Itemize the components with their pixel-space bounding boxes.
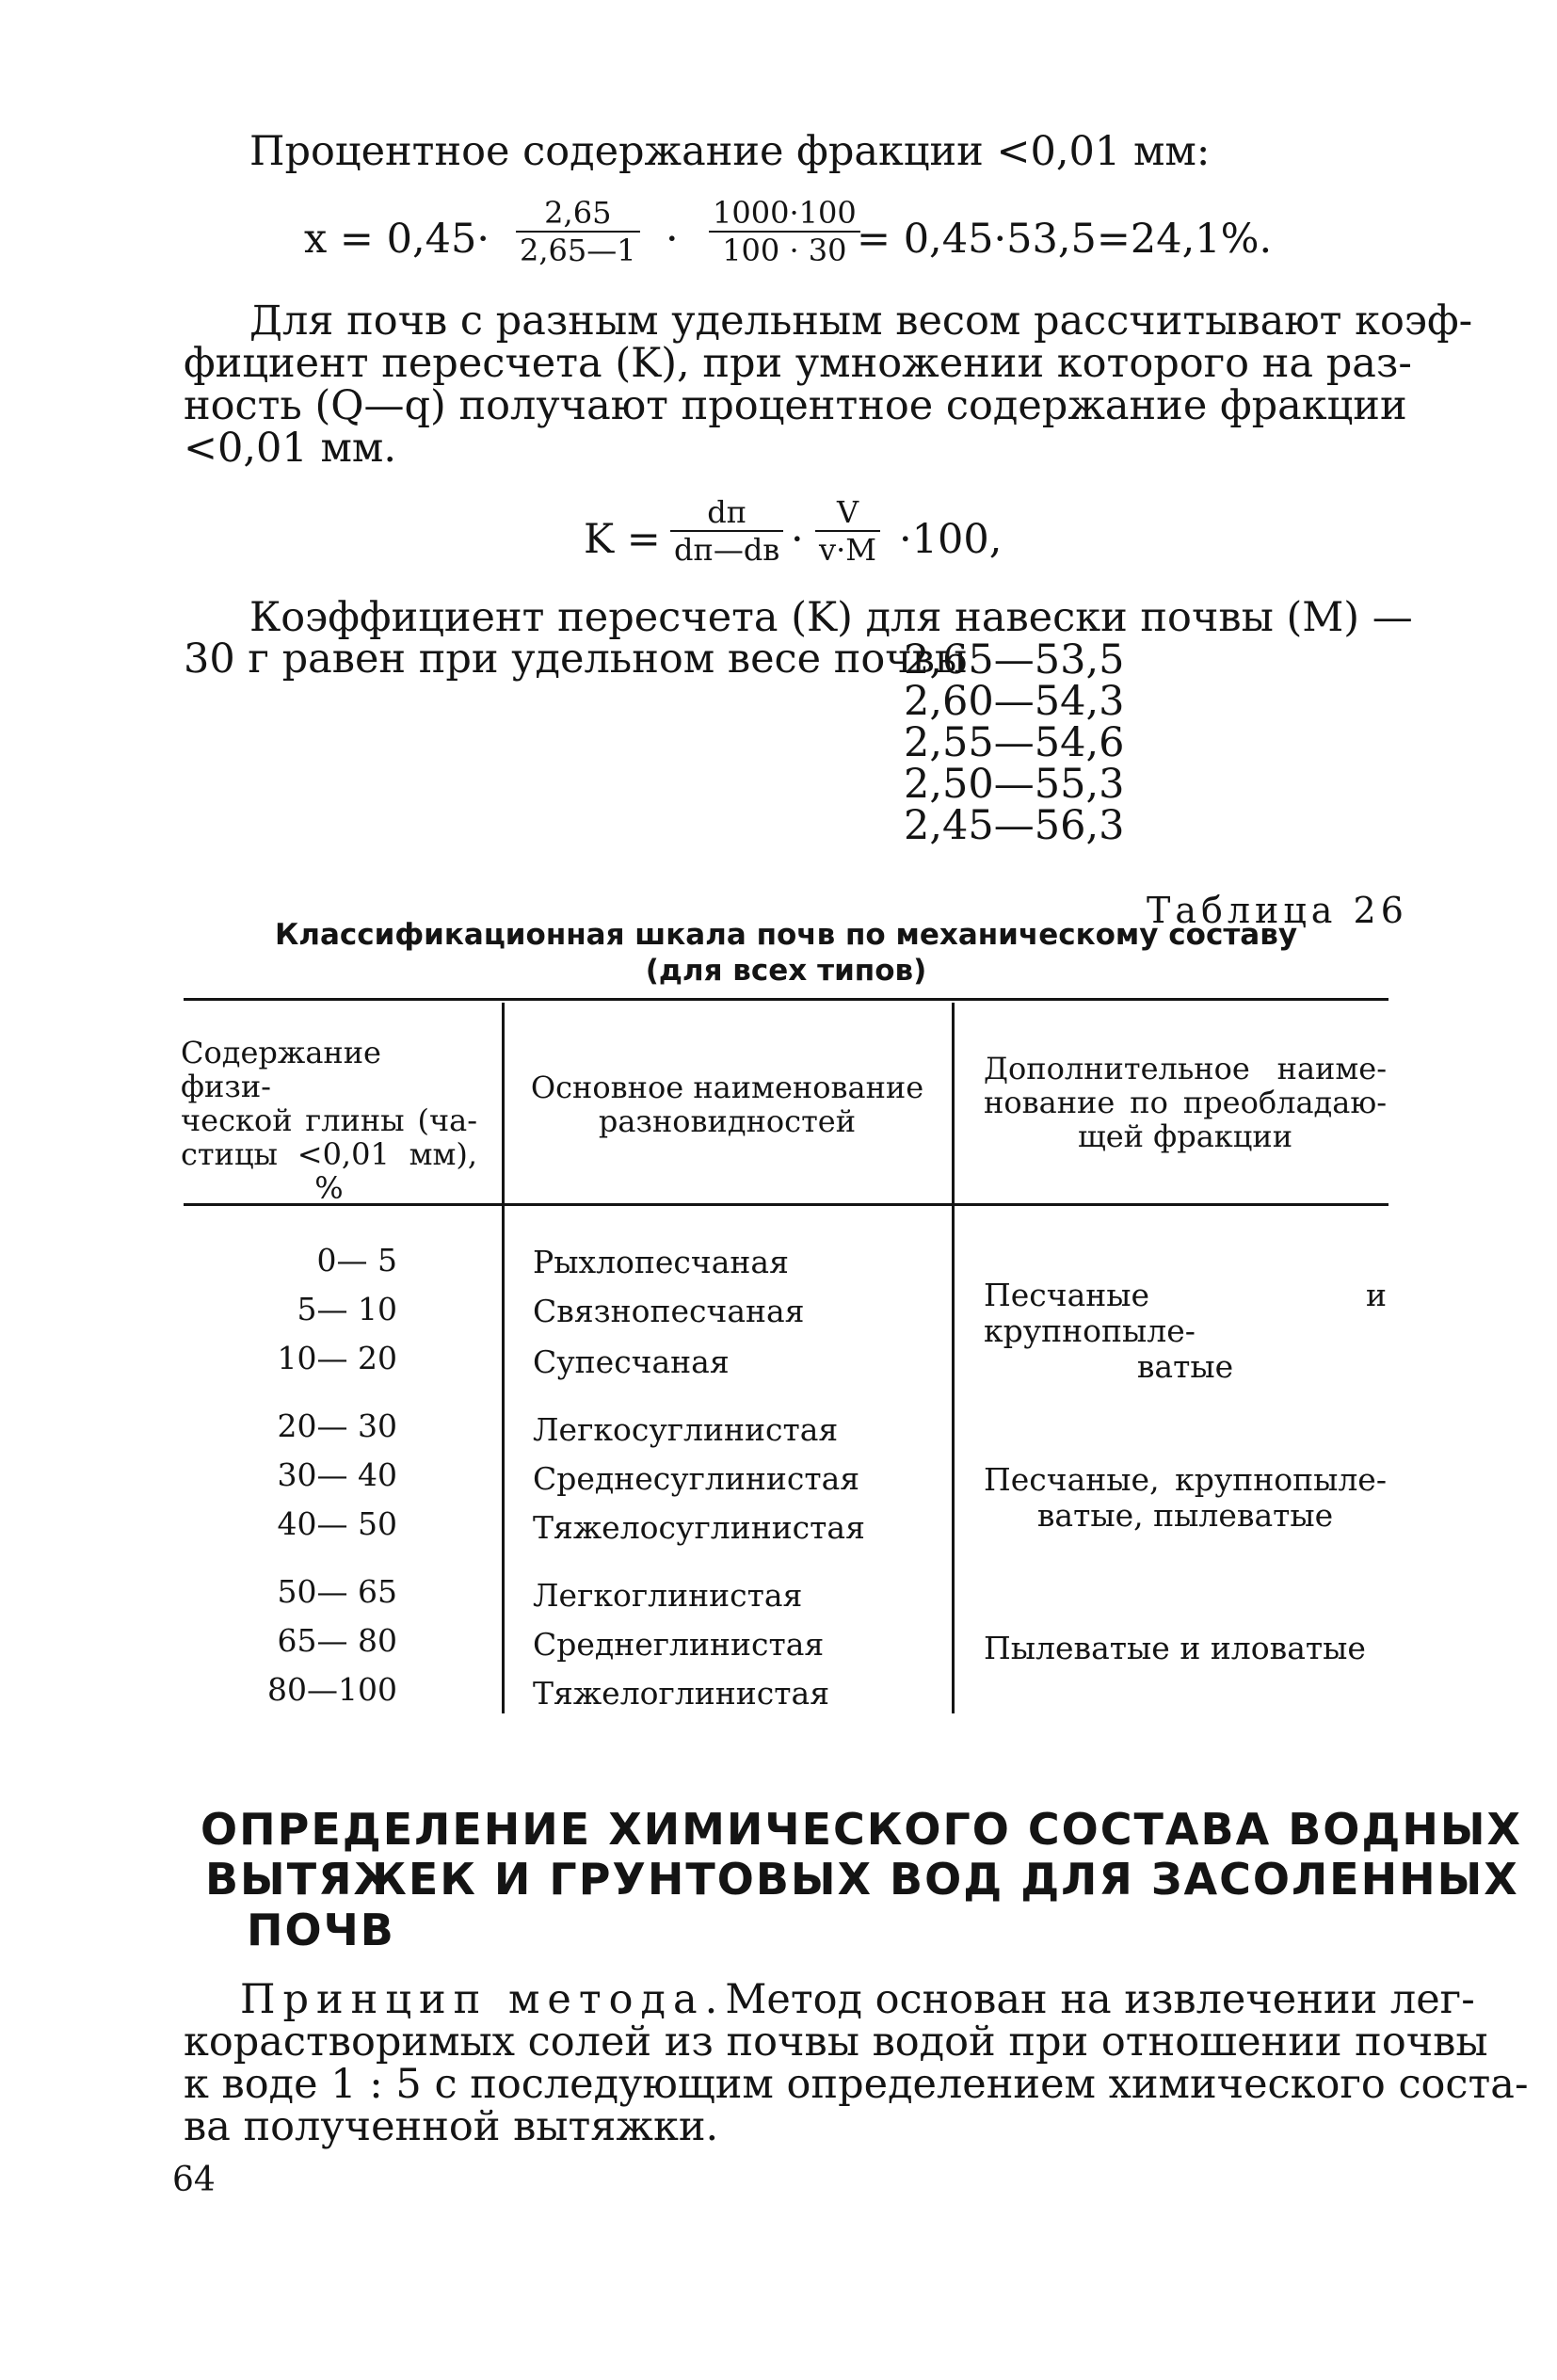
header-line: стицы <0,01 мм),	[181, 1136, 477, 1172]
name-cell: Легкоглинистая	[533, 1577, 803, 1614]
extra-line: ватые, пылеватые	[1036, 1497, 1334, 1534]
principle-line-1-rest: Метод основан на извлечении лег-	[725, 1976, 1475, 2023]
section-title-line: ВЫТЯЖЕК И ГРУНТОВЫХ ВОД ДЛЯ ЗАСОЛЕННЫХ	[205, 1854, 1519, 1905]
name-cell: Среднесуглинистая	[533, 1460, 860, 1497]
paragraph-1-line: ность (Q—q) получают процентное содержание фракции	[184, 382, 1407, 429]
extra-line: Песчаные, крупнопыле-	[984, 1461, 1387, 1498]
range-cell: 10— 20	[277, 1340, 397, 1376]
formula-1-result: = 0,45·53,5=24,1%.	[857, 216, 1273, 263]
range-cell: 5— 10	[297, 1291, 397, 1327]
name-cell: Тяжелоглинистая	[533, 1675, 830, 1712]
paragraph-1-line: <0,01 мм.	[184, 425, 397, 472]
header-line: нование по преобладаю-	[984, 1085, 1387, 1120]
section-title-line: ОПРЕДЕЛЕНИЕ ХИМИЧЕСКОГО СОСТАВА ВОДНЫХ	[201, 1804, 1522, 1855]
coef-value: 2,65—53,5	[904, 636, 1125, 683]
range-cell: 80—100	[267, 1671, 397, 1708]
name-cell: Связнопесчаная	[533, 1293, 805, 1329]
formula-2-lhs: K =	[584, 516, 661, 563]
formula-2-fraction-1	[670, 494, 783, 568]
coef-line-2: 30 г равен при удельном весе почвы	[184, 635, 968, 683]
table-top-rule	[184, 998, 1388, 1001]
table-header-3	[984, 1052, 1387, 1153]
coef-values	[904, 636, 1125, 849]
formula-2-fraction-2	[815, 494, 880, 568]
extra-line: Песчаные и крупнопыле-	[984, 1277, 1387, 1349]
formula-2-frac2-den: v·M	[819, 532, 877, 568]
principle-line: корастворимых солей из почвы водой при отношении почвы	[184, 2018, 1488, 2066]
formula-2-frac2-num: V	[836, 494, 859, 530]
formula-1-frac2-den: 100 · 30	[722, 233, 847, 268]
formula-2-frac1-num: dп	[707, 494, 747, 530]
range-cell: 30— 40	[277, 1456, 397, 1493]
table-caption-line-2: (для всех типов)	[645, 954, 927, 988]
formula-1-frac2-num: 1000·100	[713, 195, 857, 231]
principle-line-1	[240, 1976, 1475, 2023]
coef-value: 2,50—55,3	[904, 761, 1125, 808]
range-cell: 50— 65	[277, 1573, 397, 1610]
page-number: 64	[172, 2161, 216, 2199]
intro-line: Процентное содержание фракции <0,01 мм:	[249, 128, 1211, 175]
formula-1-frac1-den: 2,65—1	[520, 233, 636, 268]
name-cell: Среднеглинистая	[533, 1626, 825, 1663]
table-label: Таблица 26	[1147, 890, 1408, 931]
range-cell: 65— 80	[277, 1622, 397, 1659]
name-cell: Супесчаная	[533, 1343, 730, 1380]
header-line: ческой глины (ча-	[181, 1102, 477, 1138]
range-cell: 40— 50	[277, 1505, 397, 1542]
column-divider	[952, 1003, 955, 1713]
formula-1-fraction-1	[516, 195, 640, 268]
formula-1-fraction-2	[709, 195, 860, 268]
name-cell: Тяжелосуглинистая	[533, 1509, 865, 1546]
table-caption-line-1: Классификационная шкала почв по механическому составу	[274, 918, 1298, 952]
extra-cell-3	[984, 1631, 1387, 1666]
coef-line-1: Коэффициент пересчета (K) для навески почвы (M) —	[249, 594, 1413, 641]
header-line: щей фракции	[1077, 1118, 1293, 1154]
coef-value: 2,55—54,6	[904, 719, 1125, 766]
name-cell: Рыхлопесчаная	[533, 1244, 789, 1280]
formula-2-frac1-den: dп—dв	[674, 532, 780, 568]
name-cell: Легкосуглинистая	[533, 1411, 839, 1448]
extra-cell-2	[984, 1462, 1387, 1534]
principle-line: к воде 1 : 5 с последующим определением химического соста-	[184, 2061, 1529, 2108]
column-divider	[502, 1003, 505, 1713]
table-header-2	[518, 1070, 937, 1138]
formula-1-dot: ·	[666, 216, 679, 263]
header-line: Основное наименование	[530, 1069, 924, 1105]
range-cell: 0— 5	[316, 1242, 397, 1278]
coef-value: 2,60—54,3	[904, 678, 1125, 725]
table-header-1	[181, 1036, 477, 1205]
formula-2-dot: ·	[791, 516, 804, 563]
formula-1-frac1-num: 2,65	[544, 195, 612, 231]
formula-2-tail: ·100,	[899, 516, 1003, 563]
header-line: разновидностей	[598, 1103, 857, 1139]
paragraph-1-line: Для почв с разным удельным весом рассчитывают коэф-	[249, 298, 1473, 345]
header-line: Содержание физи-	[181, 1035, 381, 1104]
coef-value: 2,45—56,3	[904, 802, 1125, 849]
extra-line: ватые	[1136, 1348, 1234, 1385]
section-title-line: ПОЧВ	[247, 1905, 395, 1955]
principle-lead: Принцип метода.	[240, 1976, 726, 2023]
formula-1-lhs: x = 0,45·	[304, 216, 490, 263]
extra-cell-1	[984, 1278, 1387, 1385]
extra-line: Пылеватые и иловатые	[984, 1630, 1366, 1666]
header-line: %	[314, 1170, 344, 1206]
range-cell: 20— 30	[277, 1407, 397, 1444]
header-line: Дополнительное наиме-	[984, 1051, 1387, 1086]
paragraph-1-line: фициент пересчета (K), при умножении которого на раз-	[184, 340, 1412, 387]
principle-line: ва полученной вытяжки.	[184, 2103, 719, 2150]
